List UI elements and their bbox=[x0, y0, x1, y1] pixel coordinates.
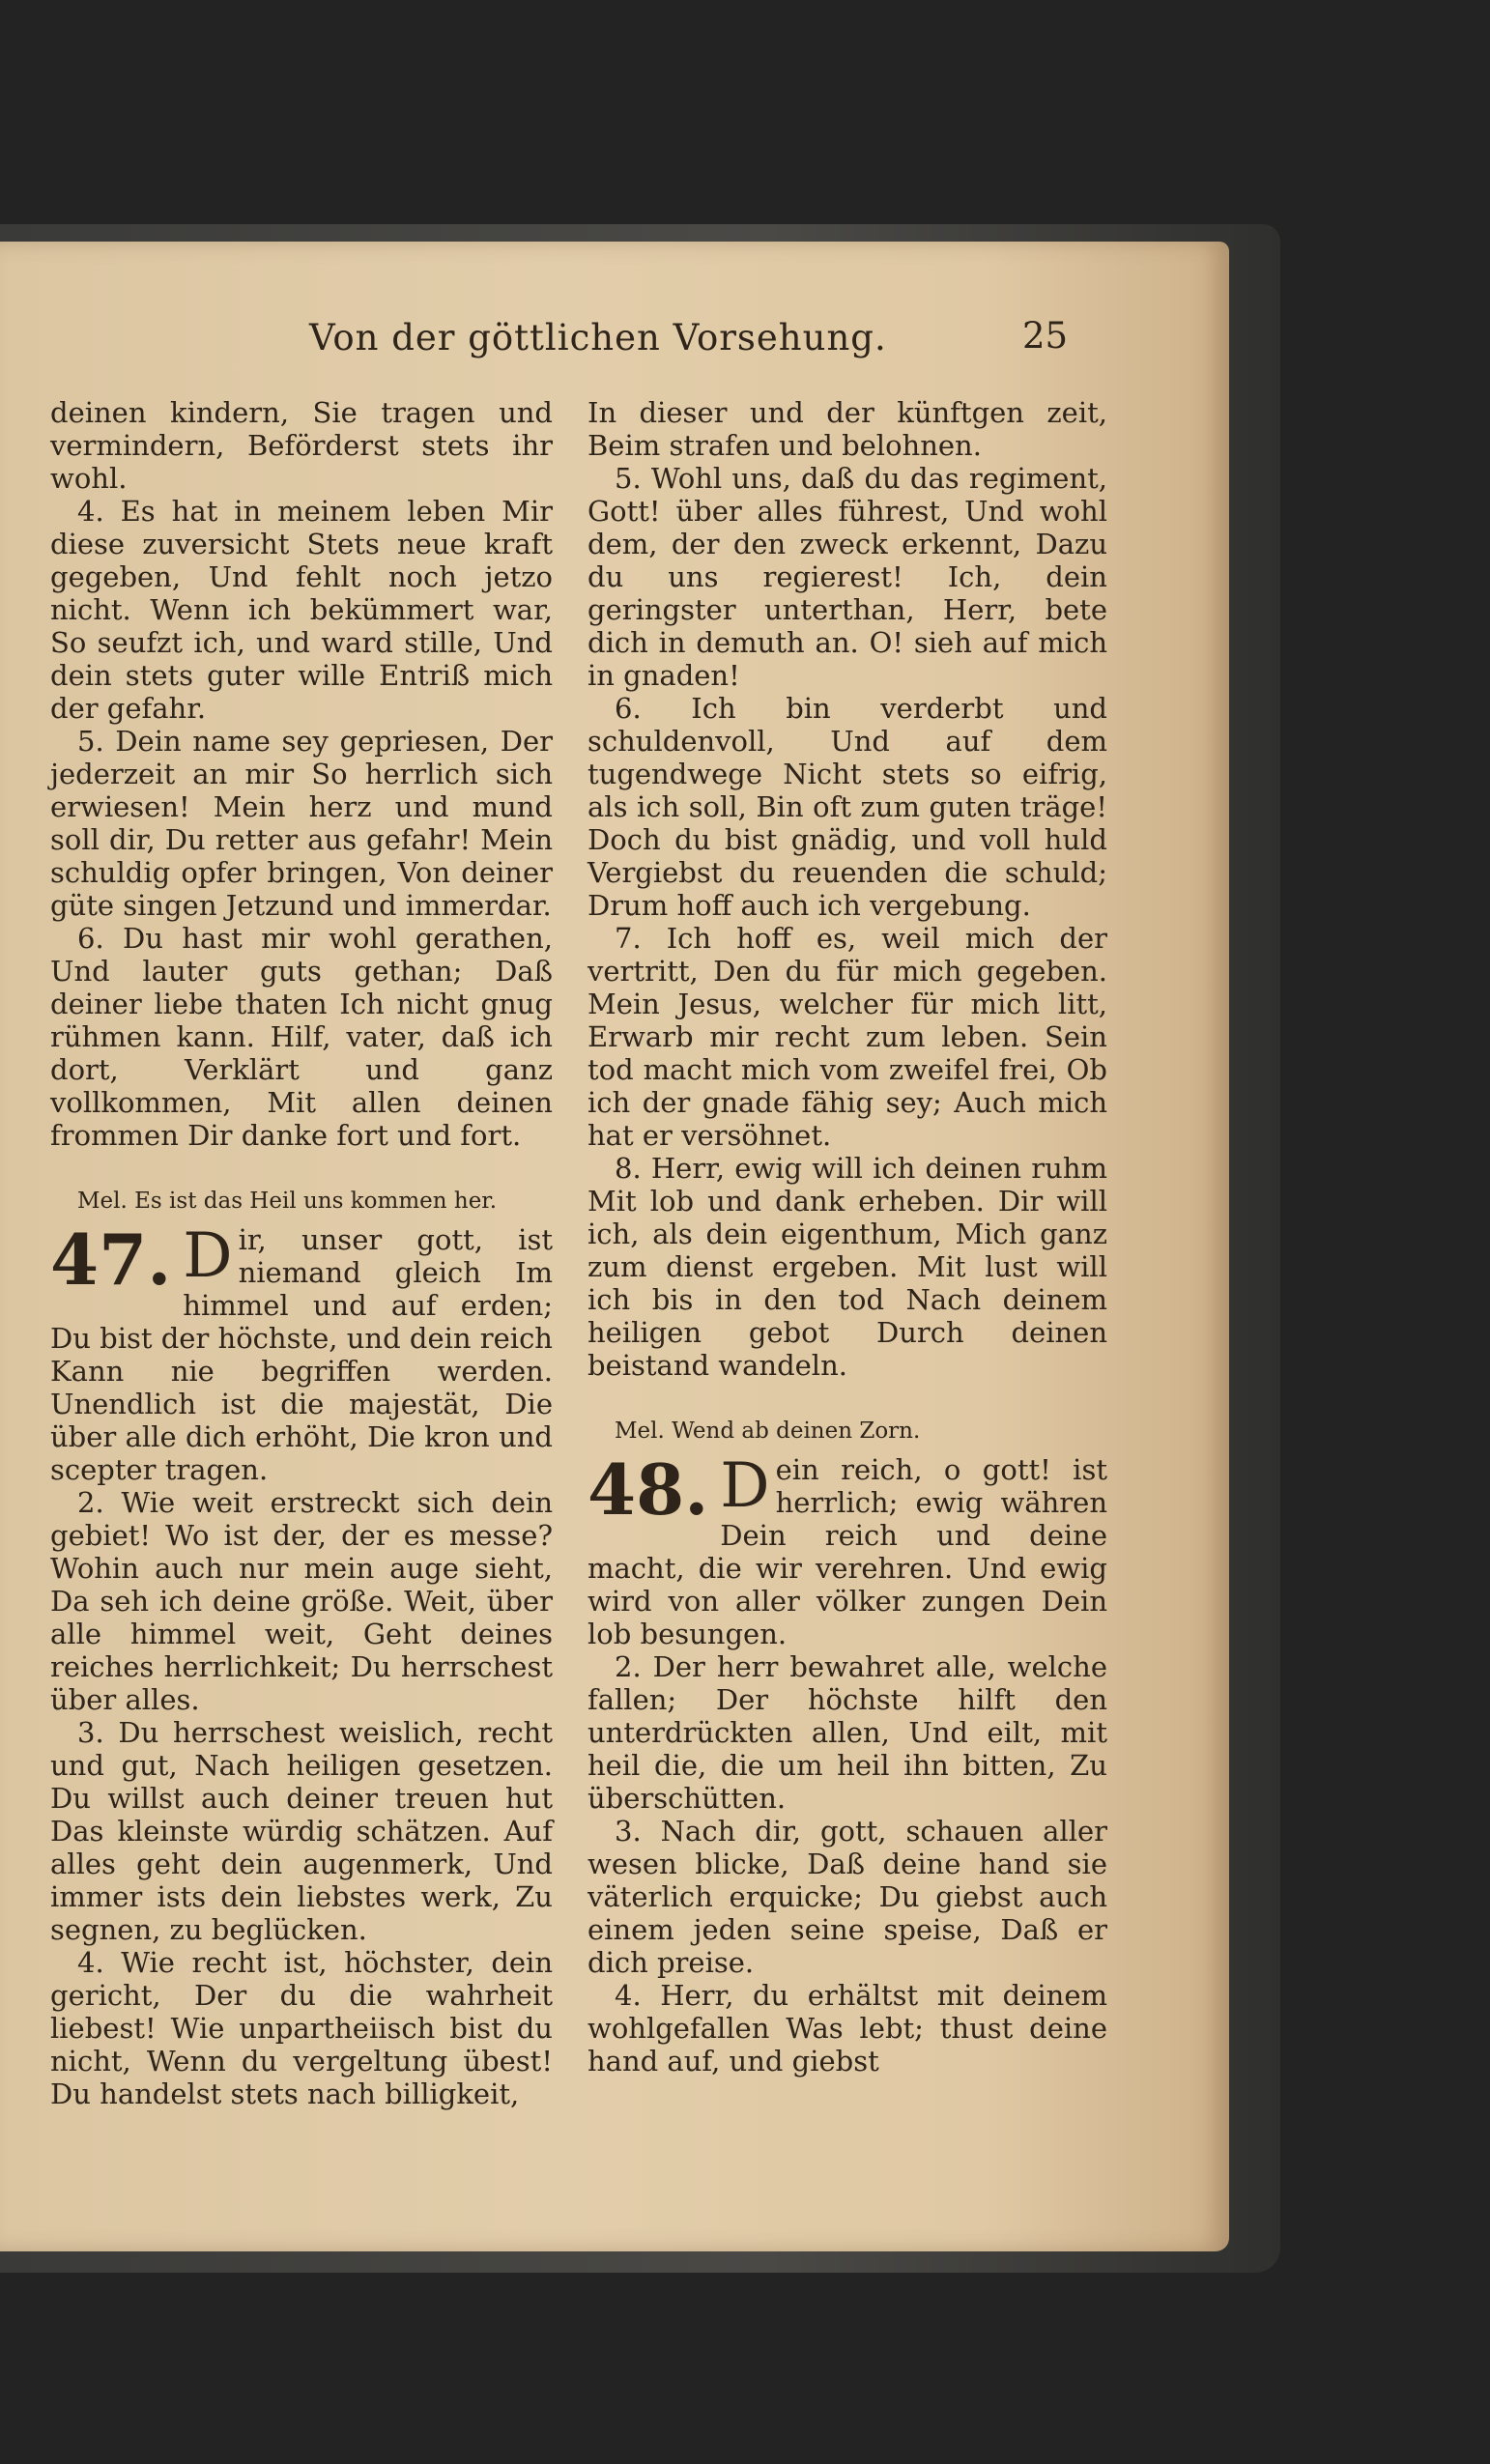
verse: 8. Herr, ewig will ich deinen ruhm Mit lob und dank erheben. Dir will ich, als dein eigenthum, Mich ganz zum dienst ergeben. Mit lust will ich bis in den tod Nach deinem heiligen gebot Durch deinen beistand wandeln. bbox=[587, 1152, 1107, 1382]
page-header-title: Von der göttlichen Vorsehung. bbox=[309, 317, 887, 358]
melody-line: Mel. Es ist das Heil uns kommen her. bbox=[77, 1189, 498, 1214]
left-column bbox=[50, 396, 553, 2110]
hymn-first-verse: ir, unser gott, ist niemand gleich Im himmel und auf erden; Du bist der höchste, und dein reich Kann nie begriffen werden. Unendlich ist die majestät, Die über alle dich erhöht, Die kron und scepter tragen. bbox=[50, 1223, 553, 1486]
hymn-48 bbox=[587, 1448, 1107, 1650]
continuation-text: deinen kindern, Sie tragen und vermindern, Beförderst stets ihr wohl. bbox=[50, 396, 553, 495]
hymn-47 bbox=[50, 1218, 553, 1486]
verse: 2. Wie weit erstreckt sich dein gebiet! Wo ist der, der es messe? Wohin auch nur mein auge sieht, Da seh ich deine größe. Weit, über alle himmel weit, Geht deines reiches herrlichkeit; Du herrschest über alles. bbox=[50, 1486, 553, 1716]
verse: 5. Wohl uns, daß du das regiment, Gott! über alles führest, Und wohl dem, der den zweck erkennt, Dazu du uns regierest! Ich, dein geringster unterthan, Herr, bete dich in demuth an. O! sieh auf mich in gnaden! bbox=[587, 462, 1107, 692]
page-number: 25 bbox=[1022, 315, 1069, 357]
verse: 4. Es hat in meinem leben Mir diese zuversicht Stets neue kraft gegeben, Und fehlt noch jetzo nicht. Wenn ich bekümmert war, So seufzt ich, und ward stille, Und dein stets guter wille Entriß mich der gefahr. bbox=[50, 495, 553, 725]
drop-initial: D bbox=[720, 1450, 770, 1522]
drop-initial: D bbox=[183, 1220, 233, 1292]
hymn-number: 48. bbox=[587, 1448, 709, 1531]
verse: 6. Du hast mir wohl gerathen, Und lauter guts gethan; Daß deiner liebe thaten Ich nicht gnug rühmen kann. Hilf, vater, daß ich dort, Verklärt und ganz vollkommen, Mit allen deinen frommen Dir danke fort und fort. bbox=[50, 922, 553, 1152]
hymn-number: 47. bbox=[50, 1218, 172, 1301]
verse: 6. Ich bin verderbt und schuldenvoll, Und auf dem tugendwege Nicht stets so eifrig, als ich soll, Bin oft zum guten träge! Doch du bist gnädig, und voll huld Vergiebst du reuenden die schuld; Drum hoff auch ich vergebung. bbox=[587, 692, 1107, 922]
right-column bbox=[587, 396, 1107, 2077]
verse: 5. Dein name sey gepriesen, Der jederzeit an mir So herrlich sich erwiesen! Mein herz und mund soll dir, Du retter aus gefahr! Mein schuldig opfer bringen, Von deiner güte singen Jetzund und immerdar. bbox=[50, 725, 553, 922]
verse: 2. Der herr bewahret alle, welche fallen; Der höchste hilft den unterdrückten allen, Und eilt, mit heil die, die um heil ihn bitten, Zu überschütten. bbox=[587, 1650, 1107, 1815]
book-page bbox=[0, 242, 1229, 2251]
verse: 4. Herr, du erhältst mit deinem wohlgefallen Was lebt; thust deine hand auf, und giebst bbox=[587, 1979, 1107, 2077]
continuation-text: In dieser und der künftgen zeit, Beim strafen und belohnen. bbox=[587, 396, 1107, 462]
hymn-first-verse: ein reich, o gott! ist herrlich; ewig währen Dein reich und deine macht, die wir verehren. Und ewig wird von aller völker zungen Dein lob besungen. bbox=[587, 1453, 1107, 1650]
verse: 3. Du herrschest weislich, recht und gut, Nach heiligen gesetzen. Du willst auch deiner treuen hut Das kleinste würdig schätzen. Auf alles geht dein augenmerk, Und immer ists dein liebstes werk, Zu segnen, zu beglücken. bbox=[50, 1716, 553, 1946]
verse: 3. Nach dir, gott, schauen aller wesen blicke, Daß deine hand sie väterlich erquicke; Du giebst auch einem jeden seine speise, Daß er dich preise. bbox=[587, 1815, 1107, 1979]
verse: 7. Ich hoff es, weil mich der vertritt, Den du für mich gegeben. Mein Jesus, welcher für mich litt, Erwarb mir recht zum leben. Sein tod macht mich vom zweifel frei, Ob ich der gnade fähig sey; Auch mich hat er versöhnet. bbox=[587, 922, 1107, 1152]
verse: 4. Wie recht ist, höchster, dein gericht, Der du die wahrheit liebest! Wie unpartheiisch bist du nicht, Wenn du vergeltung übest! Du handelst stets nach billigkeit, bbox=[50, 1946, 553, 2110]
melody-line: Mel. Wend ab deinen Zorn. bbox=[615, 1418, 921, 1444]
running-header bbox=[0, 309, 1229, 367]
